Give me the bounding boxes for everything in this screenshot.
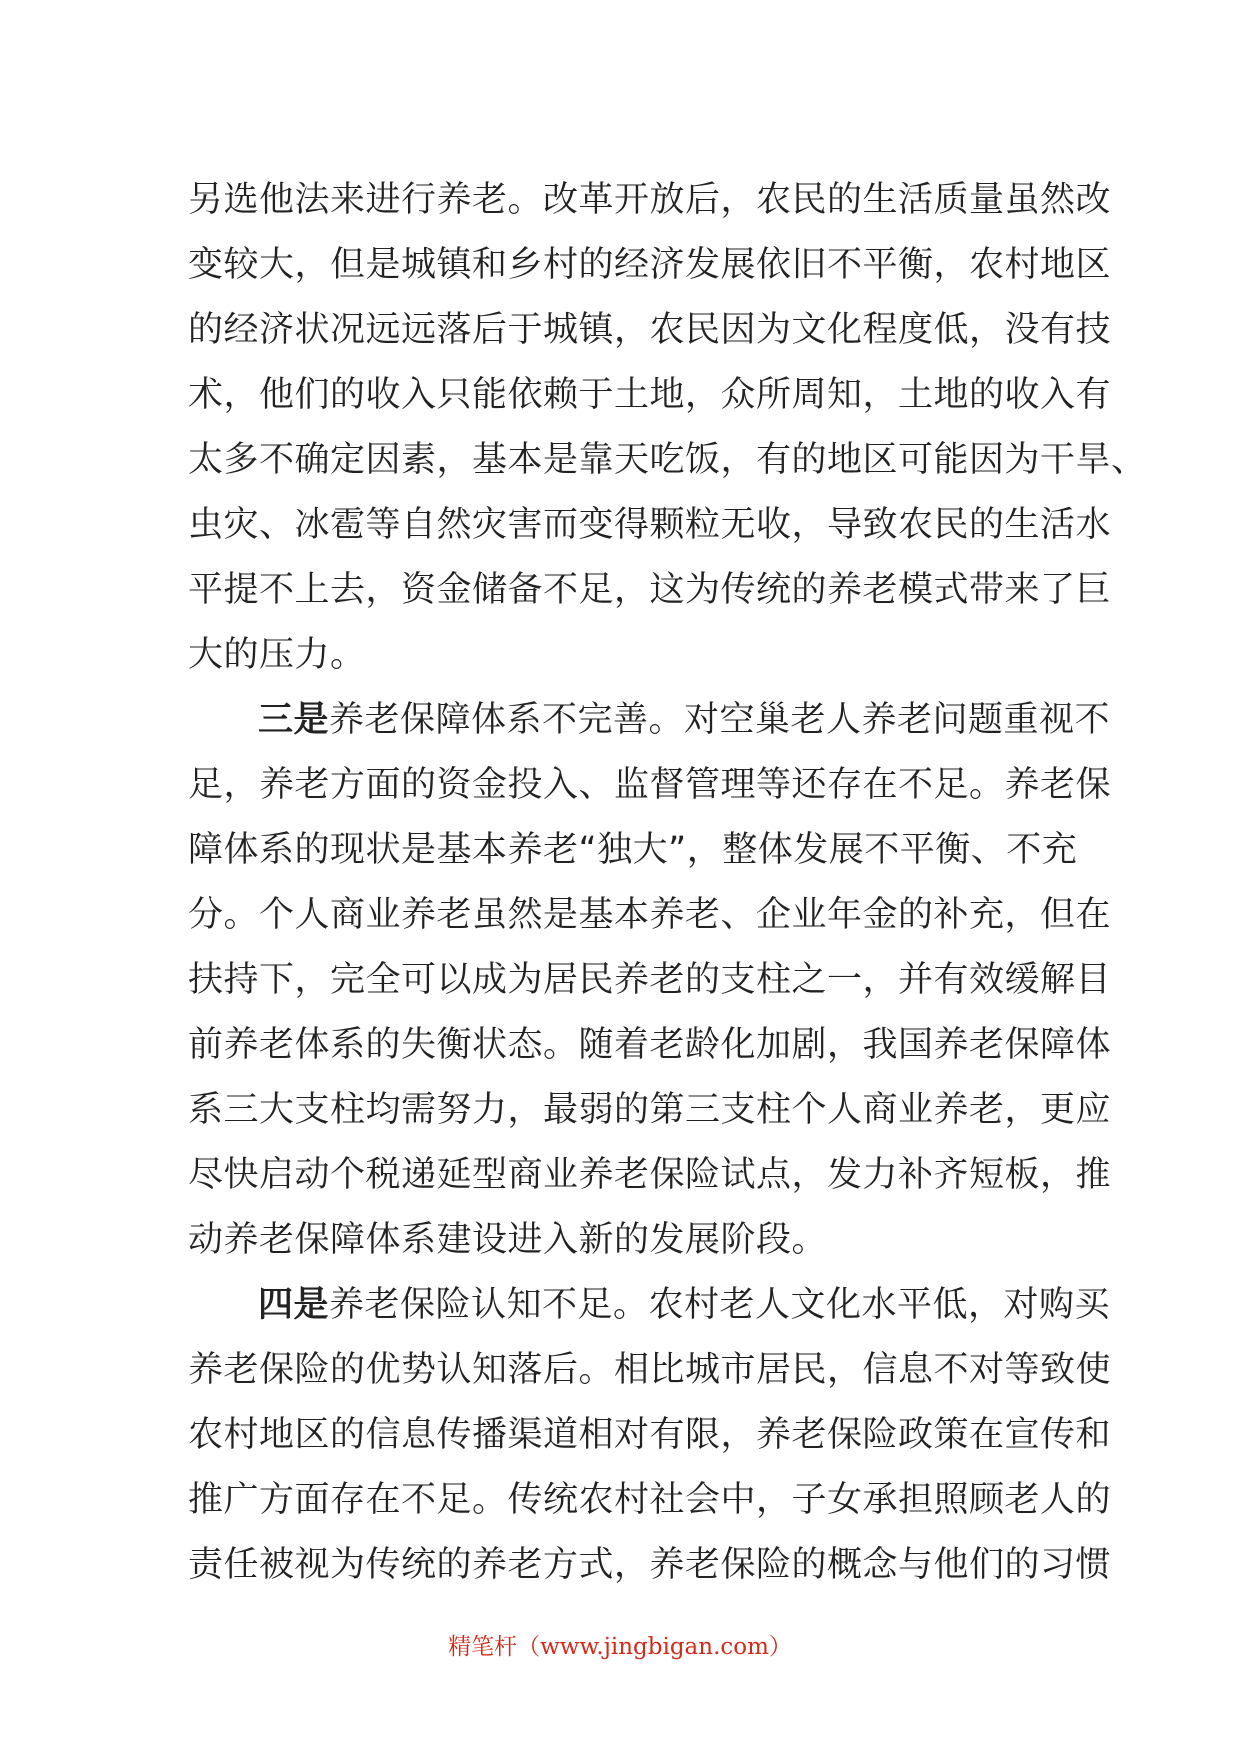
paragraph-line: 太多不确定因素，基本是靠天吃饭，有的地区可能因为干旱、 [188,440,1147,480]
paragraph-line: 扶持下，完全可以成为居民养老的支柱之一，并有效缓解目 [188,960,1112,1000]
paragraph-4-first-text: 养老保险认知不足。农村老人文化水平低，对购买 [329,1285,1111,1325]
paragraph-line: 养老保险的优势认知落后。相比城市居民，信息不对等致使 [188,1350,1112,1390]
paragraph-line: 变较大，但是城镇和乡村的经济发展依旧不平衡，农村地区 [188,245,1112,285]
paragraph-3-first-text: 养老保障体系不完善。对空巢老人养老问题重视不 [329,700,1111,740]
paragraph-line: 另选他法来进行养老。改革开放后，农民的生活质量虽然改 [188,180,1112,220]
paragraph-4-first-line [188,1273,1111,1338]
paragraph-line: 前养老体系的失衡状态。随着老龄化加剧，我国养老保障体 [188,1025,1112,1065]
paragraph-line: 虫灾、冰雹等自然灾害而变得颗粒无收，导致农民的生活水 [188,505,1112,545]
paragraph-line: 术，他们的收入只能依赖于土地，众所周知，土地的收入有 [188,375,1112,415]
document-body [188,168,1147,1598]
paragraph-line: 责任被视为传统的养老方式，养老保险的概念与他们的习惯 [188,1545,1112,1585]
paragraph-line: 的经济状况远远落后于城镇，农民因为文化程度低，没有技 [188,310,1112,350]
paragraph-line: 足，养老方面的资金投入、监督管理等还存在不足。养老保 [188,765,1112,805]
paragraph-line: 平提不上去，资金储备不足，这为传统的养老模式带来了巨 [188,570,1112,610]
paragraph-3-first-line [188,688,1111,753]
paragraph-line: 尽快启动个税递延型商业养老保险试点，发力补齐短板，推 [188,1155,1112,1195]
paragraph-line: 系三大支柱均需努力，最弱的第三支柱个人商业养老，更应 [188,1090,1112,1130]
paragraph-4-lead: 四是 [258,1285,330,1325]
paragraph-line: 推广方面存在不足。传统农村社会中，子女承担照顾老人的 [188,1480,1112,1520]
paragraph-line: 分。个人商业养老虽然是基本养老、企业年金的补充，但在 [188,895,1112,935]
paragraph-line: 农村地区的信息传播渠道相对有限，养老保险政策在宣传和 [188,1415,1112,1455]
footer-watermark-link[interactable]: 精笔杆（www.jingbigan.com） [448,1634,792,1660]
paragraph-3-lead: 三是 [258,700,330,740]
paragraph-line: 障体系的现状是基本养老“独大”，整体发展不平衡、不充 [188,830,1078,870]
paragraph-line: 动养老保障体系建设进入新的发展阶段。 [188,1220,828,1260]
paragraph-line: 大的压力。 [188,635,366,675]
